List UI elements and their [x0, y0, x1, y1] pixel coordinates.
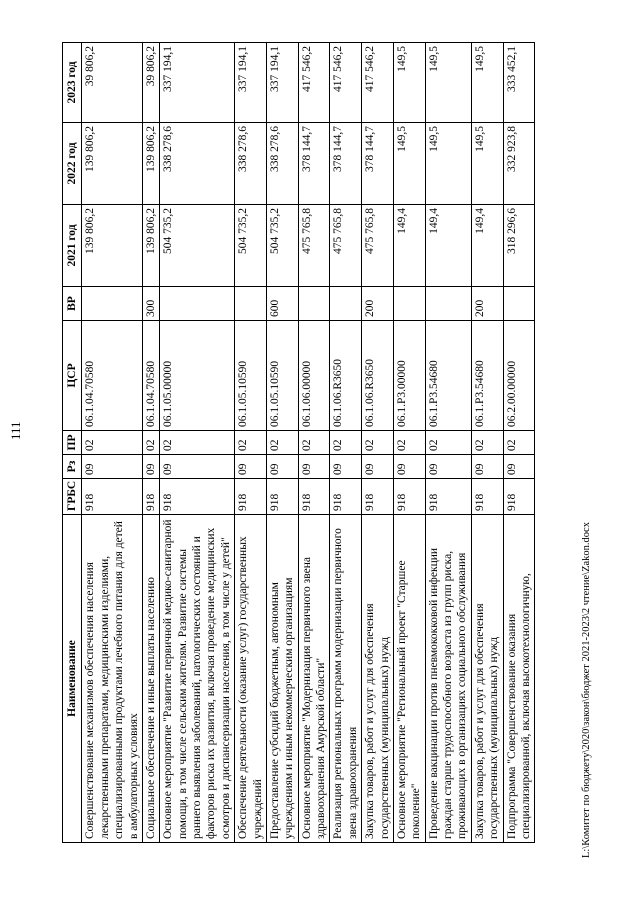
rz-cell: 09 [160, 455, 235, 479]
amount-2023-cell: 337 194,1 [235, 43, 267, 123]
pr-cell: 02 [330, 431, 362, 455]
amount-2023-cell: 337 194,1 [266, 43, 298, 123]
grbs-cell: 918 [330, 479, 362, 515]
grbs-cell: 918 [425, 479, 471, 515]
table-row [266, 43, 298, 843]
csr-cell: 06.2.00.00000 [503, 321, 535, 431]
grbs-cell: 918 [160, 479, 235, 515]
vr-cell [425, 287, 471, 321]
csr-cell: 06.1.P3.00000 [393, 321, 425, 431]
column-header: 2021 год [63, 205, 82, 287]
table-row [82, 43, 143, 843]
amount-2023-cell: 417 546,2 [298, 43, 330, 123]
vr-cell [82, 287, 143, 321]
amount-2022-cell: 378 144,7 [298, 123, 330, 205]
pr-cell: 02 [235, 431, 267, 455]
table-row [160, 43, 235, 843]
grbs-cell: 918 [362, 479, 394, 515]
table-row [298, 43, 330, 843]
vr-cell [235, 287, 267, 321]
pr-cell: 02 [266, 431, 298, 455]
pr-cell: 02 [298, 431, 330, 455]
pr-cell: 02 [160, 431, 235, 455]
name-cell: Основное мероприятие "Развитие первичной медико-санитарной помощи, в том числе сельским жителям. Развитие системы раннего выявления заболеваний, патологических состояний и факторов риска их развития, включая проведение медицинских осмотров и диспансеризации населения, в том числе у детей" [160, 515, 235, 843]
pr-cell: 02 [425, 431, 471, 455]
csr-cell: 06.1.04.70580 [142, 321, 159, 431]
amount-2022-cell: 378 144,7 [330, 123, 362, 205]
csr-cell: 06.1.06.00000 [298, 321, 330, 431]
name-cell: Реализация региональных программ модернизации первичного звена здравоохранения [330, 515, 362, 843]
name-cell: Социальное обеспечение и иные выплаты населению [142, 515, 159, 843]
amount-2022-cell: 338 278,6 [160, 123, 235, 205]
rz-cell: 09 [393, 455, 425, 479]
amount-2021-cell: 149,4 [471, 205, 503, 287]
column-header: Рз [63, 455, 82, 479]
csr-cell: 06.1.06.R3650 [362, 321, 394, 431]
amount-2022-cell: 332 923,8 [503, 123, 535, 205]
amount-2021-cell: 139 806,2 [82, 205, 143, 287]
name-cell: Совершенствование механизмов обеспечения населения лекарственными препаратами, медицинскими изделиями, специализированными продуктами лечебного питания для детей в амбулаторных условиях [82, 515, 143, 843]
grbs-cell: 918 [393, 479, 425, 515]
pr-cell: 02 [362, 431, 394, 455]
pr-cell: 02 [142, 431, 159, 455]
amount-2021-cell: 475 765,8 [298, 205, 330, 287]
amount-2023-cell: 149,5 [393, 43, 425, 123]
amount-2022-cell: 149,5 [471, 123, 503, 205]
column-header: 2022 год [63, 123, 82, 205]
grbs-cell: 918 [298, 479, 330, 515]
table-row [330, 43, 362, 843]
table-row [362, 43, 394, 843]
csr-cell: 06.1.06.R3650 [330, 321, 362, 431]
amount-2022-cell: 139 806,2 [142, 123, 159, 205]
name-cell: Основное мероприятие "Модернизация первичного звена здравоохранения Амурской области" [298, 515, 330, 843]
grbs-cell: 918 [471, 479, 503, 515]
amount-2022-cell: 338 278,6 [266, 123, 298, 205]
rz-cell: 09 [82, 455, 143, 479]
amount-2023-cell: 337 194,1 [160, 43, 235, 123]
amount-2021-cell: 504 735,2 [266, 205, 298, 287]
vr-cell: 600 [266, 287, 298, 321]
column-header: 2023 год [63, 43, 82, 123]
amount-2021-cell: 504 735,2 [235, 205, 267, 287]
amount-2023-cell: 149,5 [471, 43, 503, 123]
amount-2021-cell: 475 765,8 [330, 205, 362, 287]
name-cell: Основное мероприятие "Региональный проект "Старшее поколение" [393, 515, 425, 843]
amount-2022-cell: 149,5 [425, 123, 471, 205]
csr-cell: 06.1.05.10590 [266, 321, 298, 431]
grbs-cell: 918 [235, 479, 267, 515]
grbs-cell: 918 [266, 479, 298, 515]
name-cell: Подпрограмма "Совершенствование оказания специализированной, включая высокотехнологичную, [503, 515, 535, 843]
table-row [142, 43, 159, 843]
amount-2023-cell: 417 546,2 [330, 43, 362, 123]
page-number: 111 [8, 421, 23, 440]
pr-cell: 02 [471, 431, 503, 455]
csr-cell: 06.1.P3.54680 [471, 321, 503, 431]
grbs-cell: 918 [82, 479, 143, 515]
vr-cell [503, 287, 535, 321]
name-cell: Закупка товаров, работ и услуг для обеспечения государственных (муниципальных) нужд [362, 515, 394, 843]
column-header: ВР [63, 287, 82, 321]
vr-cell: 200 [362, 287, 394, 321]
vr-cell [393, 287, 425, 321]
grbs-cell: 918 [503, 479, 535, 515]
amount-2023-cell: 333 452,1 [503, 43, 535, 123]
amount-2023-cell: 39 806,2 [82, 43, 143, 123]
csr-cell: 06.1.05.10590 [235, 321, 267, 431]
footer-file-path: L:\Комитет по бюджету\2020\закон\бюджет 2021-2023\2 чтение\Zakon.docx [581, 522, 592, 858]
amount-2021-cell: 139 806,2 [142, 205, 159, 287]
rz-cell: 09 [266, 455, 298, 479]
name-cell: Проведение вакцинации против пневмококковой инфекции граждан старше трудоспособного возраста из групп риска, проживающих в организациях социального обслуживания [425, 515, 471, 843]
table-row [425, 43, 471, 843]
column-header: ЦСР [63, 321, 82, 431]
csr-cell: 06.1.05.00000 [160, 321, 235, 431]
rz-cell: 09 [503, 455, 535, 479]
amount-2022-cell: 338 278,6 [235, 123, 267, 205]
table-header-row [63, 43, 82, 843]
pr-cell: 02 [393, 431, 425, 455]
vr-cell: 200 [471, 287, 503, 321]
rz-cell: 09 [142, 455, 159, 479]
rz-cell: 09 [362, 455, 394, 479]
vr-cell: 300 [142, 287, 159, 321]
column-header: ГРБС [63, 479, 82, 515]
amount-2022-cell: 378 144,7 [362, 123, 394, 205]
table-row [471, 43, 503, 843]
amount-2021-cell: 504 735,2 [160, 205, 235, 287]
pr-cell: 02 [82, 431, 143, 455]
rz-cell: 09 [330, 455, 362, 479]
amount-2023-cell: 149,5 [425, 43, 471, 123]
rz-cell: 09 [298, 455, 330, 479]
name-cell: Закупка товаров, работ и услуг для обеспечения государственных (муниципальных) нужд [471, 515, 503, 843]
amount-2023-cell: 417 546,2 [362, 43, 394, 123]
rz-cell: 09 [425, 455, 471, 479]
name-cell: Предоставление субсидий бюджетным, автономным учреждениям и иным некоммерческим организациям [266, 515, 298, 843]
rz-cell: 09 [471, 455, 503, 479]
amount-2021-cell: 318 296,6 [503, 205, 535, 287]
name-cell: Обеспечение деятельности (оказание услуг) государственных учреждений [235, 515, 267, 843]
column-header: Наименование [63, 515, 82, 843]
table-row [393, 43, 425, 843]
grbs-cell: 918 [142, 479, 159, 515]
table-row [503, 43, 535, 843]
amount-2021-cell: 475 765,8 [362, 205, 394, 287]
amount-2021-cell: 149,4 [393, 205, 425, 287]
amount-2023-cell: 39 806,2 [142, 43, 159, 123]
vr-cell [160, 287, 235, 321]
csr-cell: 06.1.04.70580 [82, 321, 143, 431]
amount-2021-cell: 149,4 [425, 205, 471, 287]
pr-cell: 02 [503, 431, 535, 455]
amount-2022-cell: 149,5 [393, 123, 425, 205]
csr-cell: 06.1.P3.54680 [425, 321, 471, 431]
rotated-page [62, 43, 535, 843]
amount-2022-cell: 139 806,2 [82, 123, 143, 205]
budget-table [62, 42, 535, 843]
table-row [235, 43, 267, 843]
column-header: ПР [63, 431, 82, 455]
vr-cell [298, 287, 330, 321]
vr-cell [330, 287, 362, 321]
rz-cell: 09 [235, 455, 267, 479]
